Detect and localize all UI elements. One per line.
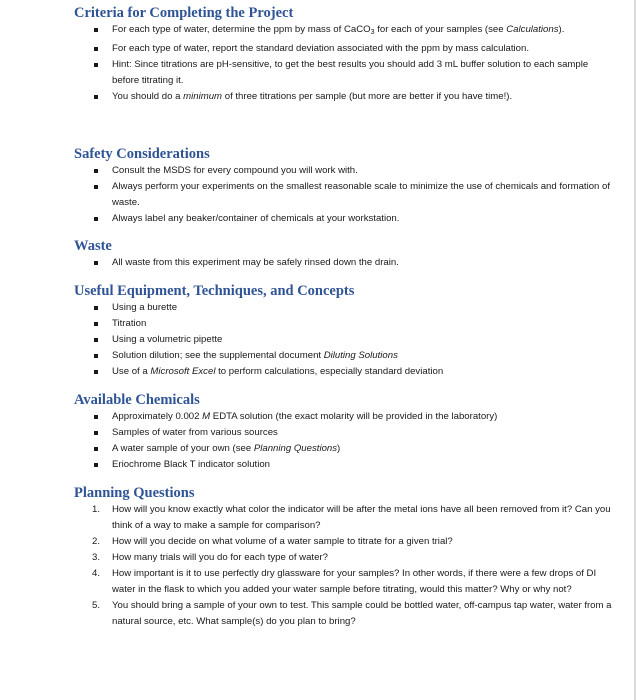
- bullet-icon: [94, 306, 98, 310]
- equipment-section: [74, 282, 614, 380]
- safety-list: [74, 163, 614, 227]
- list-item: Solution dilution; see the supplemental document Diluting Solutions: [74, 348, 614, 364]
- waste-heading: Waste: [74, 238, 112, 254]
- chemicals-section: [74, 391, 614, 473]
- list-item: A water sample of your own (see Planning Questions): [74, 441, 614, 457]
- list-item: You should do a minimum of three titrations per sample (but more are better if you have time!).: [74, 89, 614, 105]
- equipment-list: [74, 300, 614, 380]
- bullet-icon: [94, 447, 98, 451]
- list-item: For each type of water, determine the ppm by mass of CaCO$_3$ for each of your samples (see Calculations).: [74, 22, 614, 41]
- list-item: Consult the MSDS for every compound you will work with.: [74, 163, 614, 179]
- list-item: 1. How will you know exactly what color the indicator will be after the metal ions have all been removed from it? Can you think of a way to make a sample for comparison?: [92, 504, 611, 531]
- list-item: For each type of water, report the standard deviation associated with the ppm by mass calculation.: [74, 41, 614, 57]
- list-item: Hint: Since titrations are pH-sensitive, to get the best results you should add 3 mL buffer solution to each sample before titrating it.: [74, 57, 614, 89]
- waste-section: [74, 237, 614, 271]
- equipment-heading: Useful Equipment, Techniques, and Concepts: [74, 283, 355, 299]
- bullet-icon: [94, 47, 98, 51]
- list-item: 4. How important is it to use perfectly dry glassware for your samples? In other words, if there were a few drops of DI water in the flask to which you added your water sample before titrating, would this matter? Why or why not?: [92, 568, 597, 595]
- criteria-list: [74, 22, 614, 105]
- list-item: Using a burette: [74, 300, 614, 316]
- chemicals-list: [74, 409, 614, 473]
- safety-heading: Safety Considerations: [74, 146, 210, 162]
- bullet-icon: [94, 217, 98, 221]
- list-item: Always label any beaker/container of chemicals at your workstation.: [74, 211, 614, 227]
- criteria-heading: Criteria for Completing the Project: [74, 5, 294, 21]
- bullet-icon: [94, 28, 98, 32]
- planning-list: [74, 502, 614, 630]
- bullet-icon: [94, 415, 98, 419]
- list-item: 3. How many trials will you do for each type of water?: [92, 552, 328, 563]
- bullet-icon: [94, 431, 98, 435]
- bullet-icon: [94, 322, 98, 326]
- bullet-icon: [94, 95, 98, 99]
- list-item: Samples of water from various sources: [74, 425, 614, 441]
- list-item: Always perform your experiments on the smallest reasonable scale to minimize the use of chemicals and formation of waste.: [74, 179, 614, 211]
- chemicals-heading: Available Chemicals: [74, 392, 200, 408]
- bullet-icon: [94, 354, 98, 358]
- criteria-section: [74, 4, 614, 105]
- bullet-icon: [94, 261, 98, 265]
- list-item: Use of a Microsoft Excel to perform calculations, especially standard deviation: [74, 364, 614, 380]
- safety-section: [74, 145, 614, 227]
- waste-list: [74, 255, 614, 271]
- list-item: Eriochrome Black T indicator solution: [74, 457, 614, 473]
- list-item: All waste from this experiment may be safely rinsed down the drain.: [74, 255, 614, 271]
- list-item: 5. You should bring a sample of your own to test. This sample could be bottled water, off-campus tap water, water from a natural source, etc. What sample(s) do you plan to bring?: [92, 600, 612, 627]
- list-item: Titration: [74, 316, 614, 332]
- bullet-icon: [94, 338, 98, 342]
- bullet-icon: [94, 169, 98, 173]
- list-item: Approximately 0.002 M EDTA solution (the exact molarity will be provided in the laboratory): [74, 409, 614, 425]
- bullet-icon: [94, 185, 98, 189]
- bullet-icon: [94, 370, 98, 374]
- list-item: 2. How will you decide on what volume of a water sample to titrate for a given trial?: [92, 536, 453, 547]
- list-item: Using a volumetric pipette: [74, 332, 614, 348]
- planning-section: [74, 484, 614, 630]
- planning-heading: Planning Questions: [74, 485, 195, 501]
- bullet-icon: [94, 463, 98, 467]
- bullet-icon: [94, 63, 98, 67]
